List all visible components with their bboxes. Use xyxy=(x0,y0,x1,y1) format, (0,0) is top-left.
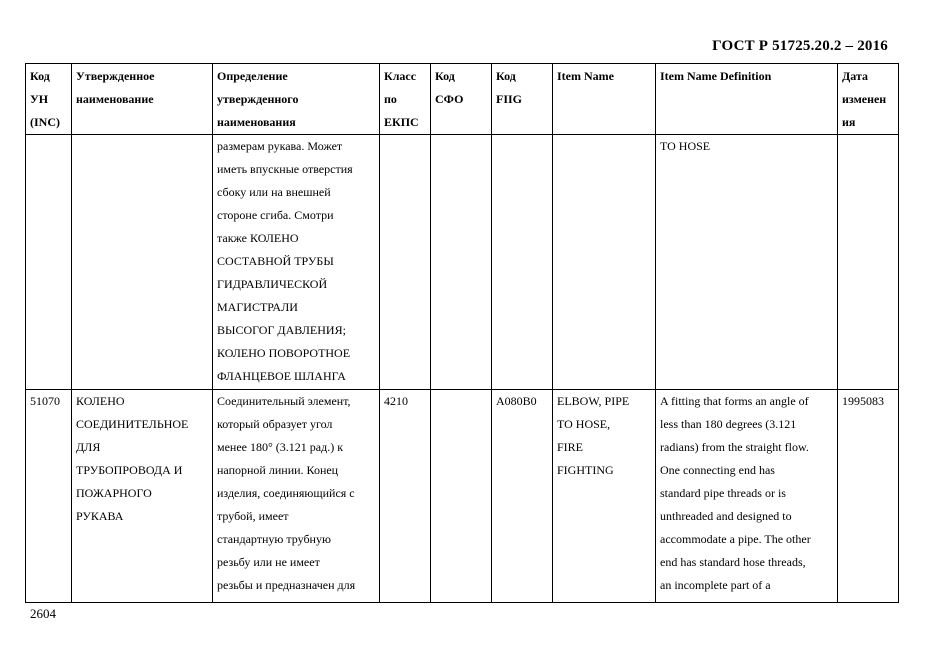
document-standard-number: ГОСТ Р 51725.20.2 – 2016 xyxy=(712,38,888,54)
header-fiig: Код FIIG xyxy=(492,64,553,135)
table-row xyxy=(26,390,899,603)
header-item-definition: Item Name Definition xyxy=(656,64,838,135)
catalog-table xyxy=(25,63,899,603)
cell-inc: 51070 xyxy=(26,390,72,603)
cell-approved-name xyxy=(72,135,213,390)
header-sfo: Код СФО xyxy=(431,64,492,135)
cell-sfo xyxy=(431,135,492,390)
header-inc: Код УН (INC) xyxy=(26,64,72,135)
cell-sfo xyxy=(431,390,492,603)
header-approved-name: Утвержденное наименование xyxy=(72,64,213,135)
table-row xyxy=(26,135,899,390)
cell-definition: размерам рукава. Может иметь впускные отверстия сбоку или на внешней стороне сгиба. Смотри также КОЛЕНО СОСТАВНОЙ ТРУБЫ ГИДРАВЛИЧЕСКОЙ МАГИСТРАЛИ ВЫСОГОГ ДАВЛЕНИЯ; КОЛЕНО ПОВОРОТНОЕ ФЛАНЦЕВОЕ ШЛАНГА xyxy=(213,135,380,390)
cell-inc xyxy=(26,135,72,390)
header-date: Дата изменен ия xyxy=(838,64,899,135)
cell-item-definition: TO HOSE xyxy=(656,135,838,390)
cell-fiig: A080B0 xyxy=(492,390,553,603)
header-item-name: Item Name xyxy=(553,64,656,135)
cell-class: 4210 xyxy=(380,390,431,603)
cell-definition: Соединительный элемент, который образует угол менее 180° (3.121 рад.) к напорной линии. Конец изделия, соединяющийся с трубой, имеет стандартную трубную резьбу или не имеет резьбы и предназначен для xyxy=(213,390,380,603)
cell-date xyxy=(838,135,899,390)
cell-item-name xyxy=(553,135,656,390)
header-class: Класс по ЕКПС xyxy=(380,64,431,135)
cell-fiig xyxy=(492,135,553,390)
cell-class xyxy=(380,135,431,390)
cell-approved-name: КОЛЕНО СОЕДИНИТЕЛЬНОЕ ДЛЯ ТРУБОПРОВОДА И ПОЖАРНОГО РУКАВА xyxy=(72,390,213,603)
header-definition: Определение утвержденного наименования xyxy=(213,64,380,135)
cell-item-name: ELBOW, PIPE TO HOSE, FIRE FIGHTING xyxy=(553,390,656,603)
cell-date: 1995083 xyxy=(838,390,899,603)
cell-item-definition: A fitting that forms an angle of less than 180 degrees (3.121 radians) from the straight flow. One connecting end has standard pipe threads or is unthreaded and designed to accommodate a pipe. The other end has standard hose threads, an incomplete part of a xyxy=(656,390,838,603)
page-number: 2604 xyxy=(30,606,56,621)
table-header-row xyxy=(26,64,899,135)
